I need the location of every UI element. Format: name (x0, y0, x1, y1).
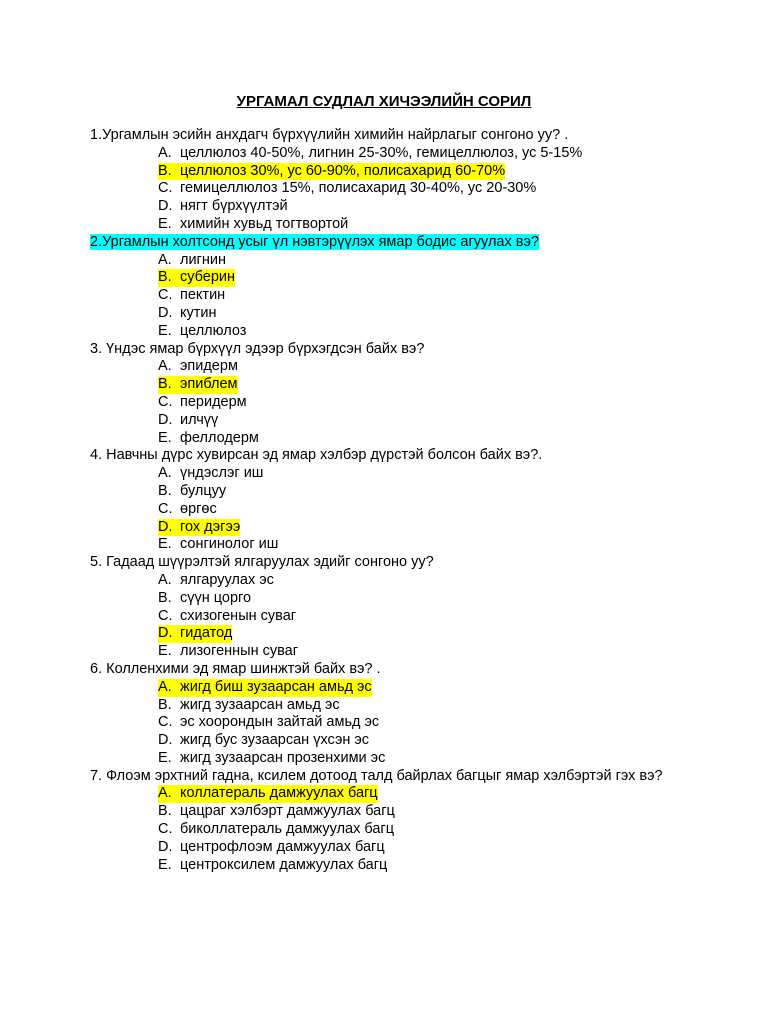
option-text: эпиблем (180, 376, 238, 393)
option-text: суберин (180, 269, 236, 286)
option-letter: A. (158, 678, 172, 695)
answer-option (90, 732, 690, 750)
answer-option (90, 519, 690, 537)
option-text: жигд биш зузаарсан амьд эс (180, 678, 372, 695)
answer-option (90, 803, 690, 821)
answer-wrap (158, 180, 536, 198)
option-text: лигнин (180, 251, 226, 268)
option-text: центрофлоэм дамжуулах багц (180, 838, 385, 855)
answer-option (90, 643, 690, 661)
option-letter: B. (158, 376, 172, 393)
option-letter: D. (158, 625, 173, 642)
option-text: жигд бус зузаарсан үхсэн эс (180, 732, 370, 749)
answer-wrap (158, 430, 259, 448)
option-letter: D. (158, 304, 173, 321)
answer-wrap (158, 305, 217, 323)
answer-wrap (158, 608, 296, 626)
answer-wrap (158, 483, 226, 501)
answer-option (90, 714, 690, 732)
option-letter: B. (158, 269, 172, 286)
option-text: перидерм (180, 393, 247, 410)
answer-wrap (158, 839, 385, 857)
answer-wrap (158, 590, 251, 608)
answer-wrap (158, 287, 225, 305)
option-text: химийн хувьд тогтвортой (180, 215, 349, 232)
correct-answer-highlight (158, 376, 238, 394)
option-letter: A. (158, 358, 172, 375)
answer-wrap (158, 145, 582, 163)
answer-option (90, 430, 690, 448)
option-letter: C. (158, 607, 173, 624)
answer-option (90, 785, 690, 803)
question-text: 2.Ургамлын холтсонд усыг үл нэвтэрүүлэх ямар бодис агуулах вэ? (90, 233, 539, 250)
option-text: ялгаруулах эс (180, 571, 274, 588)
option-letter: C. (158, 500, 173, 517)
answer-option (90, 358, 690, 376)
answer-option (90, 376, 690, 394)
option-letter: B. (158, 803, 172, 820)
answer-option (90, 625, 690, 643)
answer-option (90, 821, 690, 839)
quiz-list (90, 127, 690, 874)
option-text: феллодерм (180, 429, 259, 446)
answer-wrap (158, 394, 247, 412)
answer-option (90, 163, 690, 181)
answer-option (90, 483, 690, 501)
option-text: эс хоорондын зайтай амьд эс (180, 714, 380, 731)
question-2 (90, 234, 690, 252)
option-text: коллатераль дамжуулах багц (180, 785, 378, 802)
option-letter: D. (158, 732, 173, 749)
answer-option (90, 679, 690, 697)
answer-wrap (158, 465, 263, 483)
option-letter: D. (158, 518, 173, 535)
answer-option (90, 750, 690, 768)
answer-wrap (158, 750, 385, 768)
option-text: үндэслэг иш (180, 465, 264, 482)
option-letter: E. (158, 856, 172, 873)
question-3 (90, 341, 690, 359)
option-letter: B. (158, 162, 172, 179)
option-text: целлюлоз (180, 322, 247, 339)
option-text: жигд зузаарсан прозенхими эс (180, 749, 386, 766)
answer-option (90, 394, 690, 412)
answer-wrap (158, 412, 218, 430)
option-text: центроксилем дамжуулах багц (180, 856, 388, 873)
option-text: сүүн цорго (180, 589, 252, 606)
correct-answer-highlight (158, 625, 232, 643)
answer-option (90, 608, 690, 626)
correct-answer-highlight (158, 163, 505, 181)
question-6 (90, 661, 690, 679)
question-4 (90, 447, 690, 465)
question-text: 7. Флоэм эрхтний гадна, ксилем дотоод талд байрлах багцыг ямар хэлбэртэй гэх вэ? (90, 767, 663, 784)
answer-wrap (158, 252, 226, 270)
question-text: 5. Гадаад шүүрэлтэй ялгаруулах эдийг сонгоно уу? (90, 554, 434, 571)
question-7 (90, 768, 690, 786)
answer-option (90, 839, 690, 857)
answer-option (90, 145, 690, 163)
page-title: УРГАМАЛ СУДЛАЛ ХИЧЭЭЛИЙН СОРИЛ (236, 93, 532, 110)
correct-answer-highlight (158, 785, 378, 803)
option-letter: B. (158, 696, 172, 713)
answer-wrap (158, 572, 274, 590)
option-text: биколлатераль дамжуулах багц (180, 821, 395, 838)
option-letter: A. (158, 144, 172, 161)
answer-wrap (158, 323, 246, 341)
answer-option (90, 590, 690, 608)
option-text: гох дэгээ (180, 518, 241, 535)
answer-wrap (158, 821, 394, 839)
correct-answer-highlight (158, 679, 372, 697)
option-letter: E. (158, 322, 172, 339)
option-text: гемицеллюлоз 15%, полисахарид 30-40%, ус 20-30% (180, 180, 537, 197)
answer-wrap (158, 803, 395, 821)
answer-option (90, 412, 690, 430)
option-letter: E. (158, 749, 172, 766)
answer-wrap (158, 216, 348, 234)
option-text: эпидерм (180, 358, 238, 375)
option-text: жигд зузаарсан амьд эс (180, 696, 340, 713)
answer-option (90, 465, 690, 483)
option-letter: D. (158, 838, 173, 855)
answer-option (90, 198, 690, 216)
option-text: гидатод (180, 625, 233, 642)
option-letter: B. (158, 482, 172, 499)
question-text: 4. Навчны дүрс хувирсан эд ямар хэлбэр дүрстэй болсон байх вэ?. (90, 447, 543, 464)
answer-option (90, 305, 690, 323)
option-letter: C. (158, 393, 173, 410)
question-1 (90, 127, 690, 145)
correct-answer-highlight (158, 519, 240, 537)
answer-option (90, 216, 690, 234)
option-text: целлюлоз 30%, ус 60-90%, полисахарид 60-70% (180, 162, 506, 179)
answer-wrap (158, 714, 379, 732)
option-text: схизогенын суваг (180, 607, 297, 624)
option-text: целлюлоз 40-50%, лигнин 25-30%, гемицеллюлоз, ус 5-15% (180, 144, 583, 161)
answer-option (90, 252, 690, 270)
answer-option (90, 697, 690, 715)
option-letter: C. (158, 180, 173, 197)
option-letter: E. (158, 215, 172, 232)
answer-option (90, 287, 690, 305)
option-letter: E. (158, 429, 172, 446)
option-letter: E. (158, 643, 172, 660)
option-letter: C. (158, 821, 173, 838)
answer-wrap (158, 732, 369, 750)
answer-option (90, 501, 690, 519)
answer-wrap (158, 643, 298, 661)
option-letter: E. (158, 536, 172, 553)
option-text: цацраг хэлбэрт дамжуулах багц (180, 803, 395, 820)
option-letter: A. (158, 785, 172, 802)
question-text: 6. Колленхими эд ямар шинжтэй байх вэ? . (90, 660, 381, 677)
option-letter: A. (158, 465, 172, 482)
correct-answer-highlight (158, 269, 235, 287)
option-text: илчүү (180, 411, 219, 428)
answer-option (90, 857, 690, 875)
option-letter: C. (158, 287, 173, 304)
answer-wrap (158, 198, 288, 216)
option-letter: D. (158, 198, 173, 215)
question-5 (90, 554, 690, 572)
answer-option (90, 323, 690, 341)
option-text: лизогеннын суваг (180, 643, 299, 660)
answer-wrap (158, 697, 340, 715)
answer-option (90, 572, 690, 590)
option-letter: A. (158, 251, 172, 268)
answer-wrap (158, 358, 238, 376)
answer-option (90, 536, 690, 554)
option-text: пектин (180, 287, 226, 304)
option-text: кутин (180, 304, 217, 321)
question-text: 3. Үндэс ямар бүрхүүл эдээр бүрхэгдсэн байх вэ? (90, 340, 425, 357)
option-letter: A. (158, 571, 172, 588)
option-text: өргөс (180, 500, 217, 517)
option-letter: C. (158, 714, 173, 731)
option-text: булцуу (180, 482, 227, 499)
option-letter: D. (158, 411, 173, 428)
option-text: сонгинолог иш (180, 536, 279, 553)
answer-wrap (158, 536, 278, 554)
answer-wrap (158, 857, 387, 875)
option-letter: B. (158, 589, 172, 606)
question-text: 1.Ургамлын эсийн анхдагч бүрхүүлийн химийн найрлагыг сонгоно уу? . (90, 127, 569, 143)
answer-option (90, 180, 690, 198)
answer-wrap (158, 501, 217, 519)
answer-option (90, 269, 690, 287)
option-text: нягт бүрхүүлтэй (180, 198, 288, 215)
